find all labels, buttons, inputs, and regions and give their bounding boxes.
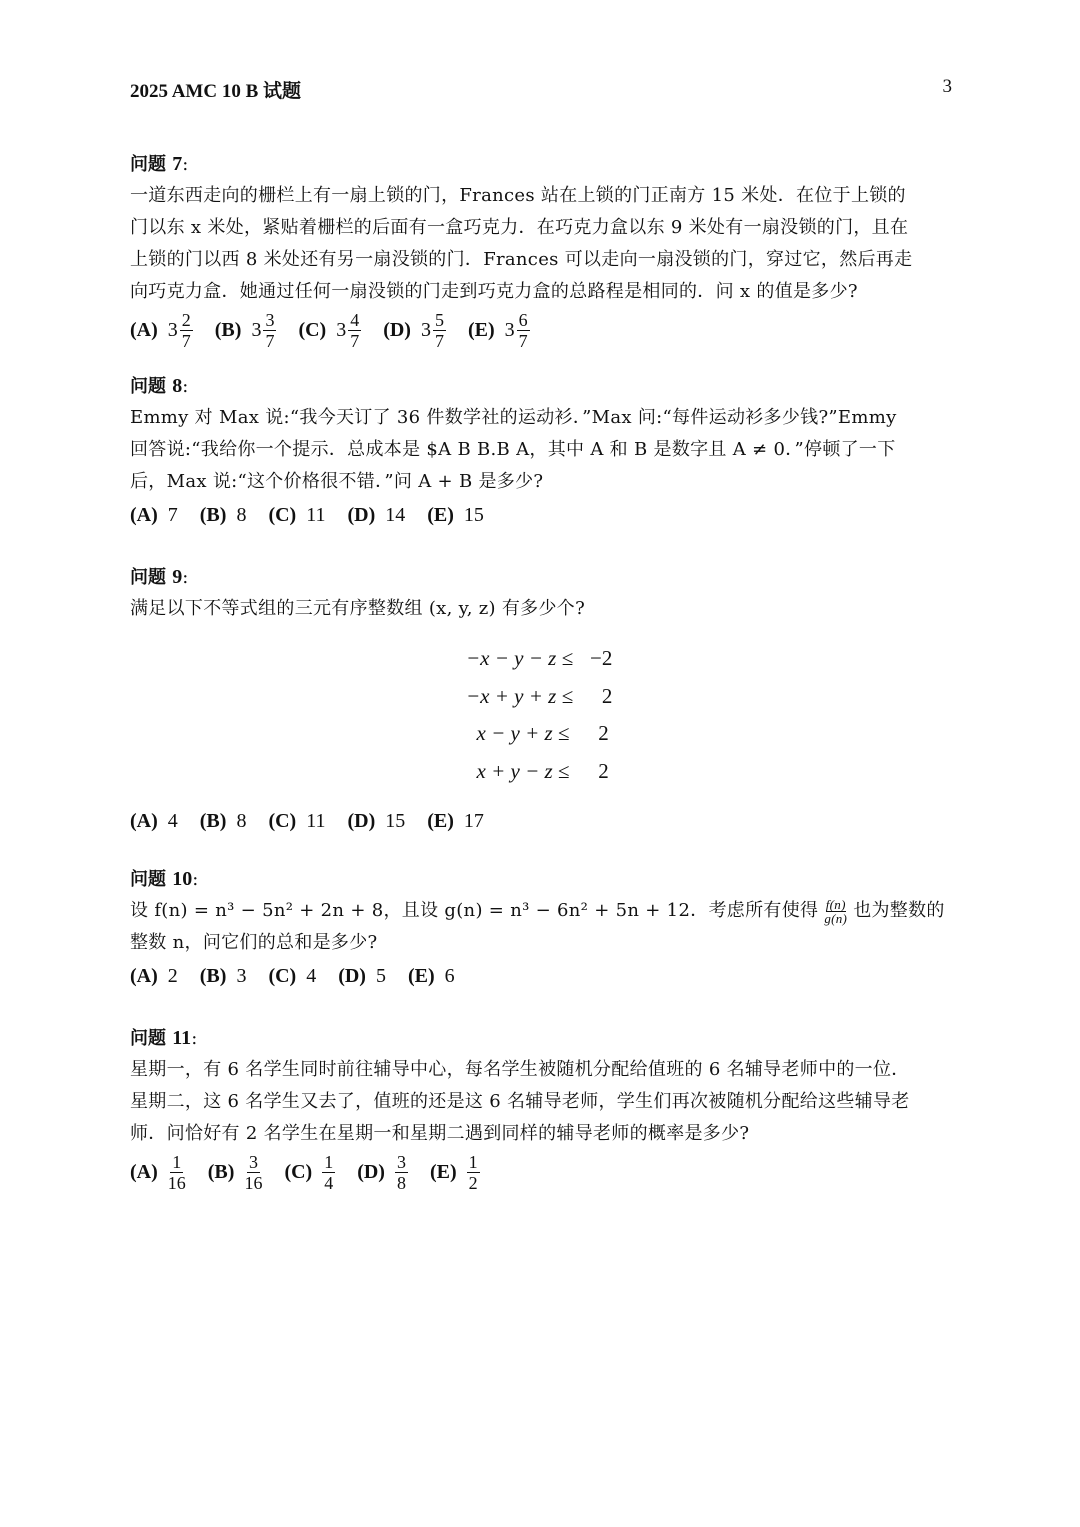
choice-a: (A) $\frac{1}{16}$	[130, 1152, 186, 1193]
text-line: 门以东 x 米处，紧贴着栅栏的后面有一盒巧克力．在巧克力盒以东 9 米处有一扇没锁的门，且在	[130, 217, 909, 238]
choice-e: (E) $\frac{1}{2}$	[429, 1152, 478, 1193]
choice-e: (E) 17	[427, 810, 484, 832]
question-7-text	[130, 180, 952, 308]
question-8	[130, 372, 952, 527]
question-10-choices	[130, 965, 952, 988]
question-11-choices	[130, 1152, 952, 1193]
choice-e: (E) 6	[407, 965, 455, 987]
inequality-row: x − y + z ≤ 2	[466, 721, 609, 745]
text-line: 回答说:“我给你一个提示．总成本是 $A B B.B A，其中 A 和 B 是数字且 A ≠ 0．”停顿了一下	[130, 439, 896, 460]
choice-c: (C) 4	[268, 965, 317, 987]
choice-a: (A) 2	[130, 965, 178, 987]
page-number: 3	[942, 76, 952, 97]
text-line: 满足以下不等式组的三元有序整数组 (x, y, z) 有多少个?	[130, 598, 586, 619]
choice-c: (C) 11	[268, 504, 326, 526]
choice-a: (A) 7	[130, 504, 178, 526]
question-7-title: 问题 7:	[130, 153, 189, 175]
question-9	[130, 563, 952, 625]
text-line: 一道东西走向的栅栏上有一扇上锁的门，Frances 站在上锁的门正南方 15 米处．在位于上锁的	[130, 185, 906, 206]
choice-d: (D) 14	[347, 504, 406, 526]
choice-d: (D) 15	[347, 810, 406, 832]
choice-d: (D) 3 $\frac{5}{7}$	[383, 310, 444, 351]
choice-b: (B) 3	[199, 965, 247, 987]
text-line: 师．问恰好有 2 名学生在星期一和星期二遇到同样的辅导老师的概率是多少?	[130, 1123, 750, 1144]
choice-a: (A) 4	[130, 810, 178, 832]
choice-e: (E) 3 $\frac{6}{7}$	[467, 310, 528, 351]
text-line: Emmy 对 Max 说:“我今天订了 36 件数学社的运动衫．”Max 问:“每件运动衫多少钱?”Emmy	[130, 407, 897, 428]
text-line: 设 f(n) = n³ − 5n² + 2n + 8，且设 g(n) = n³ − 6n² + 5n + 12．考虑所有使得 $\frac{f(n)}{g(n)}$ 也为整数的	[130, 896, 945, 926]
question-8-text	[130, 402, 952, 498]
question-8-choices	[130, 504, 952, 527]
question-11-text	[130, 1054, 952, 1150]
question-7	[130, 150, 952, 351]
inequality-row: x + y − z ≤ 2	[466, 758, 609, 783]
page-header	[130, 76, 952, 104]
choice-b: (B) 8	[199, 504, 247, 526]
choice-b: (B) 3 $\frac{3}{7}$	[214, 310, 275, 351]
choice-d: (D) $\frac{3}{8}$	[357, 1152, 406, 1193]
choice-c: (C) $\frac{1}{4}$	[284, 1152, 334, 1193]
question-10-text	[130, 895, 952, 959]
question-11-title: 问题 11:	[130, 1027, 198, 1049]
choice-b: (B) $\frac{3}{16}$	[207, 1152, 263, 1193]
question-10-title: 问题 10:	[130, 868, 199, 890]
question-11	[130, 1024, 952, 1193]
choice-a: (A) 3 $\frac{2}{7}$	[130, 310, 191, 351]
question-10	[130, 865, 952, 988]
choice-e: (E) 15	[427, 504, 484, 526]
inequality-row: −x − y − z ≤ −2	[466, 646, 613, 670]
question-9-choices	[130, 810, 952, 833]
text-line: 星期二，这 6 名学生又去了，值班的还是这 6 名辅导老师，学生们再次被随机分配给这些辅导老	[130, 1091, 910, 1112]
choice-b: (B) 8	[199, 810, 247, 832]
inequality-row: −x + y + z ≤ 2	[466, 683, 613, 708]
choice-c: (C) 11	[268, 810, 326, 832]
text-line: 星期一，有 6 名学生同时前往辅导中心，每名学生被随机分配给值班的 6 名辅导老师中的一位．	[130, 1059, 910, 1080]
text-line: 整数 n，问它们的总和是多少?	[130, 932, 378, 953]
text-line: 后，Max 说:“这个价格很不错．”问 A + B 是多少?	[130, 471, 544, 492]
text-line: 上锁的门以西 8 米处还有另一扇没锁的门．Frances 可以走向一扇没锁的门，穿过它，然后再走	[130, 249, 913, 270]
document-title: 2025 AMC 10 B 试题	[130, 81, 302, 102]
fraction-f-over-g: $\frac{f(n)}{g(n)}$	[824, 896, 848, 926]
question-9-text	[130, 593, 952, 625]
choice-c: (C) 3 $\frac{4}{7}$	[298, 310, 360, 351]
inequality-system	[466, 640, 612, 790]
question-9-title: 问题 9:	[130, 566, 189, 588]
question-8-title: 问题 8:	[130, 375, 189, 397]
choice-d: (D) 5	[338, 965, 386, 987]
question-7-choices	[130, 310, 952, 351]
text-line: 向巧克力盒．她通过任何一扇没锁的门走到巧克力盒的总路程是相同的．问 x 的值是多少?	[130, 281, 858, 302]
